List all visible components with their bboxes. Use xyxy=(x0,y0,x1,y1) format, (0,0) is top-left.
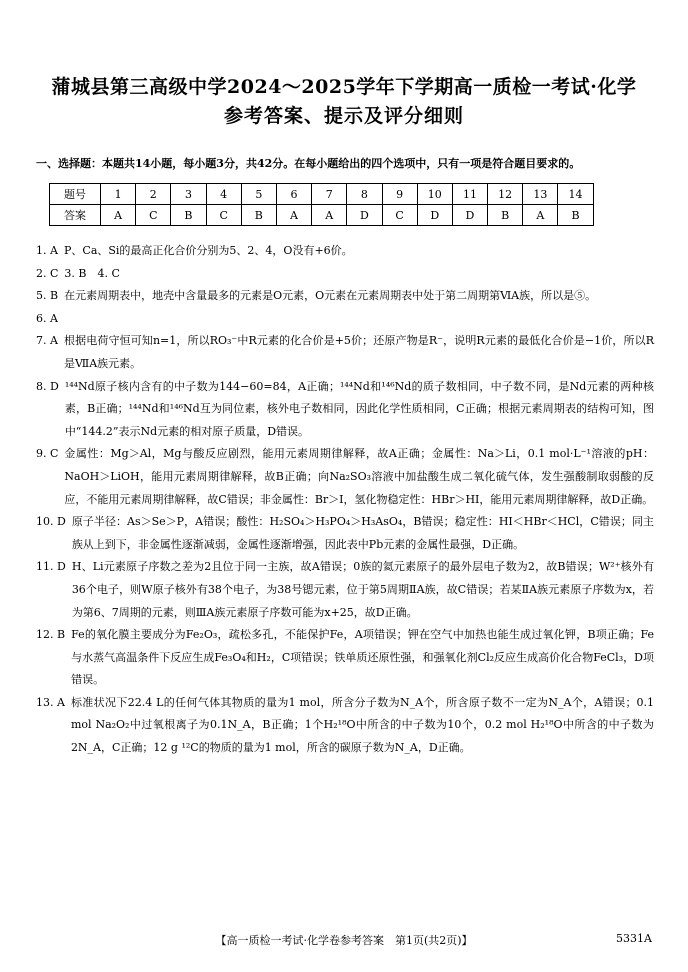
item-number: 10. D xyxy=(36,515,66,529)
item-number: 8. D xyxy=(36,379,59,393)
question-number-cell: 14 xyxy=(558,184,593,205)
explanation-item xyxy=(36,556,654,624)
question-number-cell: 12 xyxy=(488,184,523,205)
question-number-cell: 1 xyxy=(101,184,136,205)
item-number: 6. A xyxy=(36,311,58,325)
answer-cell: C xyxy=(206,205,241,226)
item-number: 2. C xyxy=(36,266,59,280)
answer-cell: A xyxy=(101,205,136,226)
item-number: 9. C xyxy=(36,447,59,461)
item-number: 12. B xyxy=(36,628,66,642)
question-number-cell: 5 xyxy=(241,184,276,205)
question-number-cell: 11 xyxy=(452,184,487,205)
answer-cell: B xyxy=(171,205,206,226)
answer-cell: A xyxy=(312,205,347,226)
explanation-item xyxy=(36,624,654,692)
row-label: 题号 xyxy=(50,184,101,205)
answer-cell: D xyxy=(347,205,382,226)
section-heading: 一、选择题：本题共14小题，每小题3分，共42分。在每小题给出的四个选项中，只有一项是符合题目要求的。 xyxy=(36,157,581,170)
question-number-row xyxy=(50,184,594,205)
question-number-cell: 10 xyxy=(417,184,452,205)
answer-cell: C xyxy=(382,205,417,226)
question-number-cell: 4 xyxy=(206,184,241,205)
question-number-cell: 8 xyxy=(347,184,382,205)
explanation-item xyxy=(36,285,654,308)
explanation-item xyxy=(36,240,654,263)
answer-cell: A xyxy=(523,205,558,226)
question-number-cell: 3 xyxy=(171,184,206,205)
item-text xyxy=(64,308,654,331)
question-number-cell: 9 xyxy=(382,184,417,205)
explanation-item xyxy=(36,330,654,375)
explanation-item xyxy=(36,376,654,444)
explanation-item xyxy=(36,511,654,556)
item-number: 7. A xyxy=(36,334,58,348)
item-text: 金属性：Mg＞Al，Mg与酸反应剧烈，能用元素周期律解释，故A正确；金属性：Na＞Li，0.1 mol·L⁻¹溶液的pH：NaOH＞LiOH，能用元素周期律解释，故B正确；向Na₂SO₃溶液中加盐酸生成二氧化硫气体，发生强酸制取弱酸的反应，不能用元素周期律解释，故C错误；非金属性：Br＞I，氢化物稳定性：HBr＞HI，能用元素周期律解释，故D正确。 xyxy=(64,447,654,506)
answer-cell: B xyxy=(241,205,276,226)
answer-row xyxy=(50,205,594,226)
question-number-cell: 2 xyxy=(136,184,171,205)
question-number-cell: 6 xyxy=(276,184,311,205)
answer-table xyxy=(49,183,594,226)
answer-explanations xyxy=(36,240,654,760)
page-subtitle: 参考答案、提示及评分细则 xyxy=(223,105,464,127)
item-text: H、Li元素原子序数之差为2且位于同一主族，故A错误；0族的氦元素原子的最外层电子数为2，故B错误；W²⁺核外有36个电子，则W原子核外有38个电子，为38号锶元素，位于第5周期ⅡA族，故C错误；若某ⅡA族元素原子序数为x，若为第6、7周期的元素，则ⅢA族元素原子序数可能为x+25，故D正确。 xyxy=(71,560,654,619)
item-number: 13. A xyxy=(36,695,65,709)
item-text: P、Ca、Si的最高正化合价分别为5、2、4，O没有+6价。 xyxy=(64,244,353,257)
item-number: 1. A xyxy=(36,244,58,257)
item-text: ¹⁴⁴Nd原子核内含有的中子数为144−60=84，A正确；¹⁴⁴Nd和¹⁴⁶Nd的质子数相同，中子数不同，是Nd元素的两种核素，B正确；¹⁴⁴Nd和¹⁴⁶Nd互为同位素，核外电子数相同，因此化学性质相同，C正确；根据元素周期表的结构可知，图中“144.2”表示Nd元素的相对原子质量，D错误。 xyxy=(64,379,654,438)
question-number-cell: 13 xyxy=(523,184,558,205)
explanation-item xyxy=(36,263,654,286)
item-text: 原子半径：As＞Se＞P，A错误；酸性：H₂SO₄＞H₃PO₄＞H₃AsO₄，B错误；稳定性：HI＜HBr＜HCl，C错误；同主族从上到下，非金属性逐渐减弱，金属性逐渐增强，因此表中Pb元素的金属性最强，D正确。 xyxy=(71,515,654,551)
answer-cell: D xyxy=(417,205,452,226)
item-text: Fe的氧化膜主要成分为Fe₂O₃，疏松多孔，不能保护Fe，A项错误；钾在空气中加热也能生成过氧化钾，B项正确；Fe与水蒸气高温条件下反应生成Fe₃O₄和H₂，C项错误；铁单质还原性强，和强氧化剂Cl₂反应生成高价化合物FeCl₃，D项错误。 xyxy=(71,628,654,687)
item-number: 11. D xyxy=(36,560,66,574)
question-number-cell: 7 xyxy=(312,184,347,205)
item-text: 根据电荷守恒可知n=1，所以RO₃⁻中R元素的化合价是+5价；还原产物是R⁻，说明R元素的最低化合价是−1价，所以R是ⅦA族元素。 xyxy=(64,334,654,370)
footer-text: 【高一质检一考试·化学卷参考答案 第1页(共2页)】 xyxy=(215,934,473,947)
item-text: 在元素周期表中，地壳中含量最多的元素是O元素，O元素在元素周期表中处于第二周期第ⅥA族，所以是⑤。 xyxy=(64,289,597,303)
answer-cell: B xyxy=(488,205,523,226)
answer-cell: C xyxy=(136,205,171,226)
answer-cell: B xyxy=(558,205,593,226)
answer-cell: D xyxy=(452,205,487,226)
answer-cell: A xyxy=(276,205,311,226)
page-title: 蒲城县第三高级中学2024～2025学年下学期高一质检一考试·化学 xyxy=(51,76,637,98)
item-text: 标准状况下22.4 L的任何气体其物质的量为1 mol，所含分子数为N_A个，所含原子数不一定为N_A个，A错误；0.1 mol Na₂O₂中过氧根离子为0.1N_A，B正确；1个H₂¹⁸O中所含的中子数为10个，0.2 mol H₂¹⁸O中所含的中子数为2N_A，C正确；12 g ¹²C的物质的量为1 mol，所含的碳原子数为N_A，D正确。 xyxy=(70,695,654,755)
row-label: 答案 xyxy=(50,205,101,226)
explanation-item xyxy=(36,692,654,760)
footer-code: 5331A xyxy=(616,932,652,945)
item-text: 3. B 4. C xyxy=(64,266,120,280)
item-number: 5. B xyxy=(36,289,59,303)
explanation-item xyxy=(36,308,654,331)
explanation-item xyxy=(36,443,654,511)
